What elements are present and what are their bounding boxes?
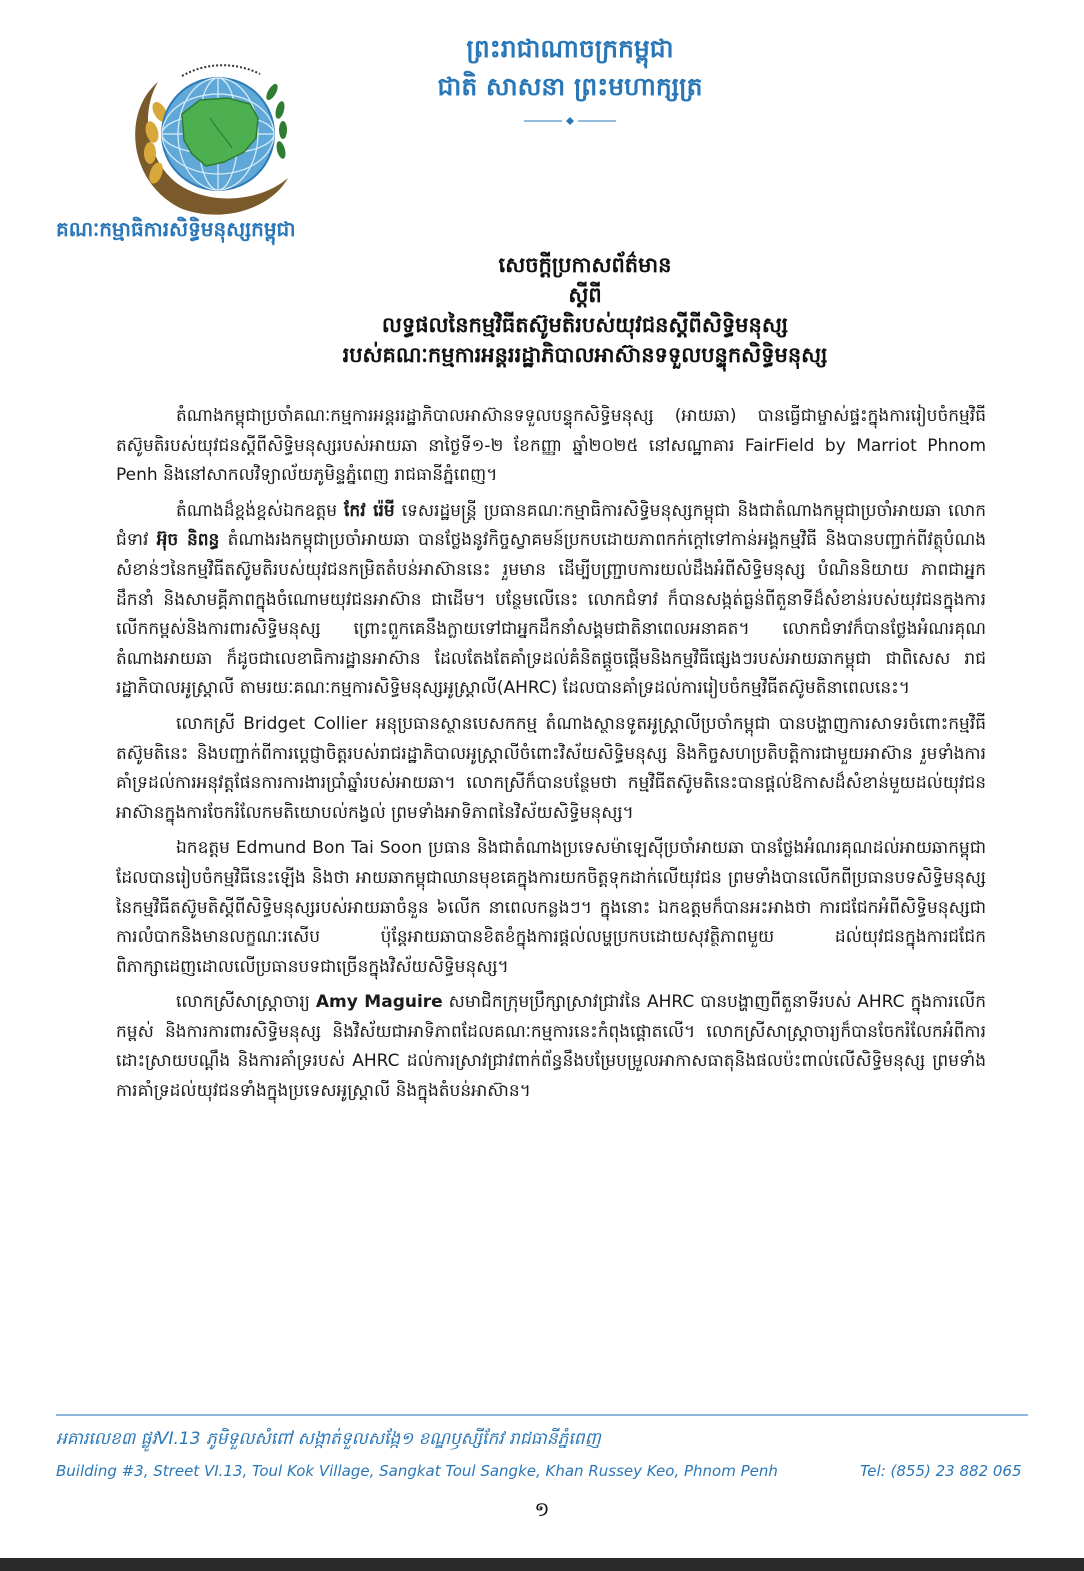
name-uch-nipun: អ៊ុច និពន្ធ [156, 530, 220, 551]
document-body [116, 402, 986, 1107]
organization-name: គណៈកម្មាធិការសិទ្ធិមនុស្សកម្ពុជា [56, 217, 296, 241]
footer-telephone: Tel: (855) 23 882 065 [860, 1462, 1022, 1480]
document-titles [150, 250, 1020, 370]
paragraph-1: តំណាងកម្ពុជាប្រចាំគណៈកម្មការអន្តររដ្ឋាភិបាលអាស៊ានទទួលបន្ទុកសិទ្ធិមនុស្ស (អាយឆា) បានធ្វើជាម្ចាស់ផ្ទះក្នុងការរៀបចំកម្មវិធីតស៊ូមតិរបស់យុវជនស្តីពីសិទ្ធិមនុស្សរបស់អាយឆា នាថ្ងៃទី១-២ ខែកញ្ញា ឆ្នាំ២០២៥ នៅសណ្ឋាគារ FairField by Marriot Phnom Penh និងនៅសាកលវិទ្យាល័យភូមិន្ទភ្នំពេញ រាជធានីភ្នំពេញ។ [116, 406, 986, 486]
name-amy-maguire: Amy Maguire [315, 992, 443, 1013]
title-press-release: សេចក្តីប្រកាសព័ត៌មាន [498, 253, 672, 277]
title-organization: របស់គណៈកម្មការអន្តររដ្ឋាភិបាលអាស៊ានទទួលបន្ទុកសិទ្ធិមនុស្ស [342, 343, 828, 367]
footer-address-khmer: អគារលេខ៣ ផ្លូវVI.13 ភូមិទួលសំពៅ សង្កាត់ទួលសង្កែ១ ខណ្ឌឫស្សីកែវ រាជធានីភ្នំពេញ [56, 1429, 601, 1449]
footer-address-english: Building #3, Street VI.13, Toul Kok Village, Sangkat Toul Sangke, Khan Russey Keo, Phnom Penh [56, 1462, 778, 1480]
name-keo-remy: កែវ រ៉េមី [344, 500, 395, 521]
footer-divider [56, 1414, 1028, 1416]
paragraph-3: លោកស្រី Bridget Collier អនុប្រធានស្ថានបេសកកម្ម តំណាងស្ថានទូតអូស្ត្រាលីប្រចាំកម្ពុជា បានបង្ហាញការសាទរចំពោះកម្មវិធីតស៊ូមតិនេះ និងបញ្ជាក់ពីការប្ដេជ្ញាចិត្តរបស់រាជរដ្ឋាភិបាលអូស្ត្រាលីចំពោះវិស័យសិទ្ធិមនុស្ស និងកិច្ចសហប្រតិបត្តិការជាមួយអាស៊ាន រួមទាំងការគាំទ្រដល់ការអនុវត្តផែនការការងារប្រាំឆ្នាំរបស់អាយឆា។ លោកស្រីក៏បានបន្ថែមថា កម្មវិធីតស៊ូមតិនេះបានផ្ដល់ឱកាសដ៏សំខាន់មួយដល់យុវជនអាស៊ានក្នុងការចែករំលែកមតិយោបល់កង្វល់ ព្រមទាំងអាទិភាពនៃវិស័យសិទ្ធិមនុស្ស។ [116, 713, 986, 823]
paragraph-4: ឯកឧត្តម Edmund Bon Tai Soon ប្រធាន និងជាតំណាងប្រទេសម៉ាឡេស៊ីប្រចាំអាយឆា បានថ្លែងអំណរគុណដល់អាយឆាកម្ពុជាដែលបានរៀបចំកម្មវិធីនេះឡើង និងថា អាយឆាកម្ពុជាឈានមុខគេក្នុងការយកចិត្តទុកដាក់លើយុវជន ព្រមទាំងបានលើកពីប្រធានបទសិទ្ធិមនុស្សនៃកម្មវិធីតស៊ូមតិស្តីពីសិទ្ធិមនុស្សរបស់អាយឆាចំនួន ៦លើក នាពេលកន្លងៗ។ ក្នុងនោះ ឯកឧត្តមក៏បានអះអាងថា ការជជែកអំពីសិទ្ធិមនុស្សជាការលំបាកនិងមានលក្ខណៈរសើប ប៉ុន្តែអាយឆាបានខិតខំក្នុងការផ្ដល់លម្ហប្រកបដោយសុវត្ថិភាពមួយ ដល់យុវជនក្នុងការជជែកពិភាក្សាដេញដោលលើប្រធានបទជាច្រើនក្នុងវិស័យសិទ្ធិមនុស្ស។ [116, 838, 986, 977]
national-motto: ជាតិ សាសនា ព្រះមហាក្សត្រ [437, 72, 703, 101]
kingdom-title: ព្រះរាជាណាចក្រកម្ពុជា [466, 34, 674, 63]
paragraph-5: លោកស្រីសាស្ត្រាចារ្យ Amy Maguire សមាជិកក្រុមប្រឹក្សាស្រាវជ្រាវនៃ AHRC បានបង្ហាញពីតួនាទីរបស់ AHRC ក្នុងការលើកកម្ពស់ និងការការពារសិទ្ធិមនុស្ស និងវិស័យជាអាទិភាពដែលគណៈកម្មការនេះកំពុងផ្ដោតលើ។ លោកស្រីសាស្ត្រាចារ្យក៏បានចែករំលែកអំពីការដោះស្រាយបណ្ដឹង និងការគាំទ្ររបស់ AHRC ដល់ការស្រាវជ្រាវពាក់ព័ន្ធនឹងបម្រែបម្រួលអាកាសធាតុនិងផលប៉ះពាល់លើសិទ្ធិមនុស្ស ព្រមទាំងការគាំទ្រដល់យុវជនទាំងក្នុងប្រទេសអូស្ត្រាលី និងក្នុងតំបន់អាស៊ាន។ [116, 992, 986, 1102]
ornament-divider-icon [524, 116, 616, 126]
title-regarding: ស្តីពី [568, 283, 602, 307]
paragraph-2: តំណាងដ៏ខ្ពង់ខ្ពស់ឯកឧត្តម កែវ រ៉េមី ទេសរដ្ឋមន្ត្រី ប្រធានគណៈកម្មាធិការសិទ្ធិមនុស្សកម្ពុជា និងជាតំណាងកម្ពុជាប្រចាំអាយឆា លោកជំទាវ អ៊ុច និពន្ធ តំណាងរងកម្ពុជាប្រចាំអាយឆា បានថ្លែងនូវកិច្ចស្វាគមន៍ប្រកបដោយភាពកក់ក្ដៅទៅកាន់អង្គកម្មវិធី និងបានបញ្ជាក់ពីវត្ថុបំណងសំខាន់ៗនៃកម្មវិធីតស៊ូមតិរបស់យុវជនកម្រិតតំបន់អាស៊ាននេះ រួមមាន ដើម្បីបញ្ជ្រាបការយល់ដឹងអំពីសិទ្ធិមនុស្ស បំណិននិយាយ ភាពជាអ្នកដឹកនាំ និងសាមគ្គីភាពក្នុងចំណោមយុវជនអាស៊ាន ជាដើម។ បន្ថែមលើនេះ លោកជំទាវ ក៏បានសង្កត់ធ្ងន់ពីតួនាទីដ៏សំខាន់របស់យុវជនក្នុងការលើកកម្ពស់និងការពារសិទ្ធិមនុស្ស ព្រោះពួកគេនឹងក្លាយទៅជាអ្នកដឹកនាំសង្គមជាតិនាពេលអនាគត។ លោកជំទាវក៏បានថ្លែងអំណរគុណតំណាងអាយឆា ក៏ដូចជាលេខាធិការដ្ឋានអាស៊ាន ដែលតែងតែគាំទ្រដល់គំនិតផ្ដួចផ្ដើមនិងកម្មវិធីផ្សេងៗរបស់អាយឆាកម្ពុជា ជាពិសេស រាជរដ្ឋាភិបាលអូស្ត្រាលី តាមរយៈគណៈកម្មការសិទ្ធិមនុស្សអូស្ត្រាលី(AHRC) ដែលបានគាំទ្រដល់ការរៀបចំកម្មវិធីតស៊ូមតិនាពេលនេះ។ [116, 500, 987, 699]
page-number: ១ [534, 1497, 550, 1521]
organization-logo-icon [120, 52, 300, 222]
title-subject: លទ្ធផលនៃកម្មវិធីតស៊ូមតិរបស់យុវជនស្តីពីសិទ្ធិមនុស្ស [381, 313, 789, 337]
kingdom-header [380, 30, 760, 130]
viewer-bottom-bar [0, 1558, 1084, 1571]
